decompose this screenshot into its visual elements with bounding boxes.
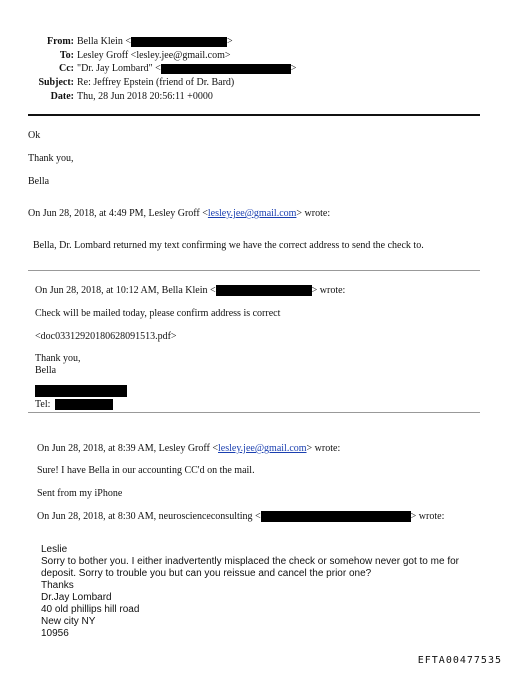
quote2-attachment[interactable]: <doc03312920180628091513.pdf> <box>35 331 177 342</box>
cc-value: "Dr. Jay Lombard" < <box>77 63 161 74</box>
quote4-intro-pre: On Jun 28, 2018, at 8:30 AM, neuroscienceconsulting < <box>37 511 261 522</box>
header-to <box>0 49 231 62</box>
date-value: Thu, 28 Jun 2018 20:56:11 +0000 <box>77 91 213 102</box>
quote-divider <box>28 412 480 413</box>
quote3-email-link[interactable]: lesley.jee@gmail.com <box>218 443 307 454</box>
header-from <box>0 35 233 48</box>
quote4-intro <box>37 510 444 523</box>
quote4-intro-post: > wrote: <box>410 511 445 522</box>
to-value: Lesley Groff <lesley.jee@gmail.com> <box>77 50 231 61</box>
quote1-text: Bella, Dr. Lombard returned my text confirming we have the correct address to send the check to. <box>33 240 424 251</box>
tel-label: Tel: <box>35 399 51 410</box>
to-label: To: <box>59 50 74 61</box>
quote3-sent: Sent from my iPhone <box>37 488 123 499</box>
cc-label: Cc: <box>59 63 74 74</box>
quote2-intro <box>35 284 345 297</box>
from-value: Bella Klein < <box>77 36 131 47</box>
letter-line: Sorry to bother you. I either inadvertently misplaced the check or somehow never got to me for <box>41 556 459 567</box>
quote2-text: Check will be mailed today, please confirm address is correct <box>35 308 281 319</box>
original-message <box>41 544 459 640</box>
quote3-intro <box>37 442 340 455</box>
date-label: Date: <box>50 91 74 102</box>
redaction-bar <box>261 511 411 522</box>
subject-label: Subject: <box>38 77 74 88</box>
cc-close: > <box>290 63 297 74</box>
header-divider <box>28 114 480 116</box>
quote3-intro-pre: On Jun 28, 2018, at 8:39 AM, Lesley Groff < <box>37 443 218 454</box>
quote-divider <box>28 270 480 271</box>
quote2-intro-post: > wrote: <box>311 285 346 296</box>
quote2-intro-pre: On Jun 28, 2018, at 10:12 AM, Bella Klein < <box>35 285 216 296</box>
body-signature: Bella <box>28 176 50 187</box>
header-cc <box>0 62 296 75</box>
redaction-bar <box>35 385 127 397</box>
redaction-bar <box>55 399 113 410</box>
letter-line: Leslie <box>41 544 68 555</box>
body-ok: Ok <box>28 130 41 141</box>
body-thanks: Thank you, <box>28 153 74 164</box>
quote2-thanks: Thank you, <box>35 353 81 364</box>
quote3-intro-post: > wrote: <box>306 443 341 454</box>
letter-line: 10956 <box>41 628 69 639</box>
header-date <box>0 90 213 103</box>
quote2-signature: Bella <box>35 365 57 376</box>
redaction-bar <box>161 64 291 74</box>
letter-line: 40 old phillips hill road <box>41 604 140 615</box>
redaction-bar <box>216 285 312 296</box>
letter-line: Thanks <box>41 580 74 591</box>
letter-line: New city NY <box>41 616 96 627</box>
redaction-bar <box>131 37 227 47</box>
letter-line: Dr.Jay Lombard <box>41 592 112 603</box>
from-label: From: <box>46 36 74 47</box>
quote1-intro <box>28 207 330 220</box>
quote3-text: Sure! I have Bella in our accounting CC'd on the mail. <box>37 465 255 476</box>
letter-line: deposit. Sorry to trouble you but can you reissue and cancel the prior one? <box>41 568 372 579</box>
quote1-intro-post: > wrote: <box>296 208 331 219</box>
quote2-tel <box>35 398 113 411</box>
subject-value: Re: Jeffrey Epstein (friend of Dr. Bard) <box>77 77 235 88</box>
document-id: EFTA00477535 <box>417 655 502 666</box>
quote1-intro-pre: On Jun 28, 2018, at 4:49 PM, Lesley Groff < <box>28 208 208 219</box>
header-subject <box>0 76 234 89</box>
quote1-email-link[interactable]: lesley.jee@gmail.com <box>207 208 297 219</box>
from-close: > <box>226 36 233 47</box>
